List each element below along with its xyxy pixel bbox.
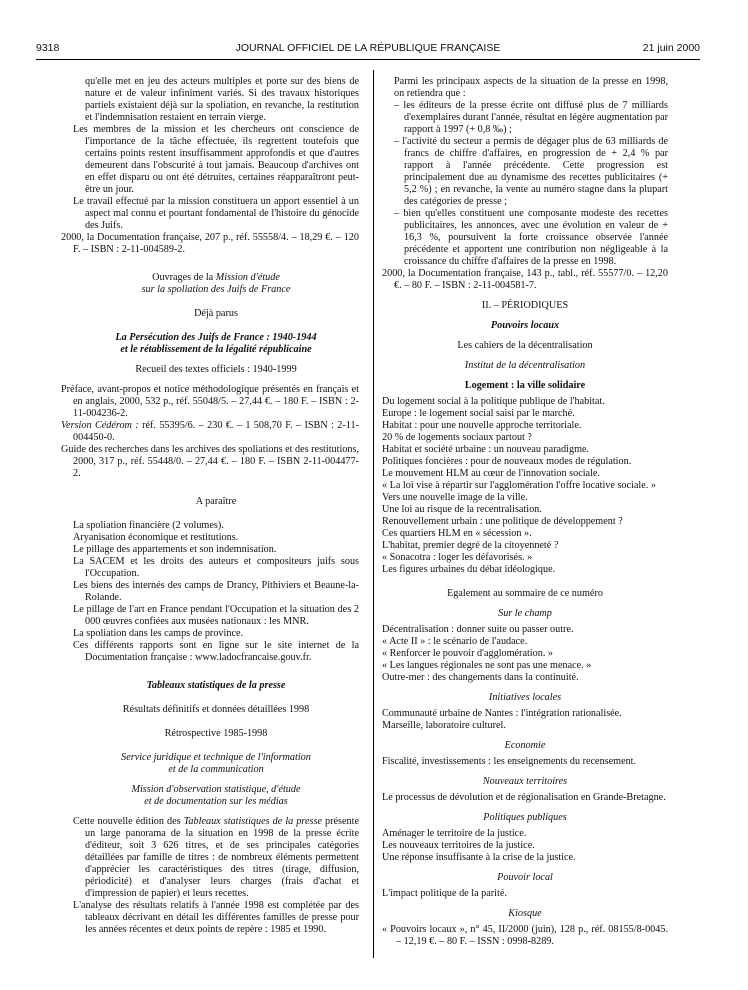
issue-date: 21 juin 2000 <box>642 42 700 54</box>
book-title: et le rétablissement de la légalité républicaine <box>120 344 312 355</box>
paragraph: Les membres de la mission et les chercheurs ont conscience de l'importance de la tâche effectuée, ils regrettent toutefois que certains points restent insuffisamment approfondis et que d'autres demeurent dans l'obscurité à tout jamais. Beaucoup d'archives ont en effet disparu ou ont été détruites, certaines réapparaîtront peut-être un jour. <box>73 124 359 195</box>
publisher: Service juridique et technique de l'information <box>121 752 311 763</box>
list-item: Habitat : pour une nouvelle approche territoriale. <box>382 420 582 431</box>
list-item: « Les langues régionales ne sont pas une menace. » <box>382 660 592 671</box>
list-item: – les éditeurs de la presse écrite ont diffusé plus de 7 milliards d'exemplaires durant l'année, résultat en légère augmentation par rapport à 1997 (+ 0,8 ‰) ; <box>394 100 668 135</box>
list-item: Communauté urbaine de Nantes : l'intégration rationalisée. <box>382 708 622 719</box>
list-item: 20 % de logements sociaux partout ? <box>382 432 532 443</box>
subheading: Les cahiers de la décentralisation <box>457 340 593 351</box>
right-column <box>382 76 668 948</box>
journal-title: JOURNAL OFFICIEL DE LA RÉPUBLIQUE FRANÇAISE <box>235 42 501 54</box>
list-item: – l'activité du secteur a permis de dégager plus de 63 milliards de francs de chiffre d'affaires, en progression de + 2,4 % par rapport à l'année précédente. Cette progression est principalement due au dynamisme des recettes publicitaires (+ 5,2 %) ; en revanche, la vente au numéro stagne dans la plupart des catégories de presse ; <box>394 136 668 207</box>
subheading: Déjà parus <box>194 308 238 319</box>
list-item: Vers une nouvelle image de la ville. <box>382 492 528 503</box>
paragraph: L'analyse des résultats relatifs à l'année 1998 est complétée par des tableaux décrivant en détail les différentes familles de presse pour les années récentes et deux points de repère : 1985 et 1990. <box>73 900 359 935</box>
paragraph: Le travail effectué par la mission constituera un apport essentiel à un aspect mal connu et pourtant fondamental de l'histoire du génocide des Juifs. <box>73 196 359 231</box>
section-heading: Ouvrages de la Mission d'étude <box>152 272 280 283</box>
contents-list <box>382 888 668 900</box>
subheading: Résultats définitifs et données détaillées 1998 <box>122 704 310 715</box>
subheading: Rétrospective 1985-1998 <box>164 728 268 739</box>
reference: 2000, la Documentation française, 143 p., tabl., réf. 55577/0. – 12,20 €. – 80 F. – ISBN : 2-11-004581-7. <box>382 268 668 291</box>
publisher: Institut de la décentralisation <box>464 360 586 371</box>
list-item: Les figures urbaines du débat idéologique. <box>382 564 556 575</box>
paragraph: qu'elle met en jeu des acteurs multiples et porte sur des biens de nature et de valeur infiniment variés. Si des travaux historiques partiels existaient déjà sur la spoliation, en revanche, la restitution et l'indemnisation restaient en terrain vierge. <box>85 76 359 123</box>
contents-list <box>382 624 668 684</box>
paragraph: Ces différents rapports sont en ligne sur le site internet de la Documentation française : www.ladocfrancaise.gouv.fr. <box>73 640 359 663</box>
publisher: et de documentation sur les médias <box>144 796 288 807</box>
rubric-heading: Politiques publiques <box>483 812 567 823</box>
page-header <box>36 40 700 60</box>
reference: Guide des recherches dans les archives des spoliations et des restitutions, 2000, 317 p., réf. 55448/0. – 27,44 €. – 180 F. – ISBN 2-11-004477-2. <box>61 444 359 479</box>
subheading: Recueil des textes officiels : 1940-1999 <box>135 364 297 375</box>
list-item: Le processus de dévolution et de régionalisation en Grande-Bretagne. <box>382 792 666 803</box>
list-item: Du logement social à la politique publique de l'habitat. <box>382 396 605 407</box>
section-heading: sur la spoliation des Juifs de France <box>141 284 291 295</box>
publisher: Mission d'observation statistique, d'étude <box>131 784 301 795</box>
list-item: « Sonacotra : loger les défavorisés. » <box>382 552 533 563</box>
rubric-heading: Kiosque <box>508 908 542 919</box>
list-item: Politiques foncières : pour de nouveaux modes de régulation. <box>382 456 632 467</box>
paragraph: Cette nouvelle édition des Tableaux statistiques de la presse présente un large panorama de la situation en 1998 de la presse écrite d'éditeur, soit 3 626 titres, et de ses principales catégories détaillées par famille de titres : de nombreux éléments permettent d'apprécier les caractéristiques des titres (tirage, diffusion, périodicité) et d'analyser leurs charges (frais d'achat et d'impression de papier) et leurs recettes. <box>73 816 359 899</box>
rubric-heading: Sur le champ <box>498 608 552 619</box>
issue-title: Logement : la ville solidaire <box>464 380 586 391</box>
list-item: Renouvellement urbain : une politique de développement ? <box>382 516 623 527</box>
publisher: et de la communication <box>168 764 264 775</box>
list-item: Les nouveaux territoires de la justice. <box>382 840 535 851</box>
list-item: Les biens des internés des camps de Drancy, Pithiviers et Beaune-la-Rolande. <box>73 580 359 603</box>
list-item: Marseille, laboratoire culturel. <box>382 720 506 731</box>
reference: Préface, avant-propos et notice méthodologique présentés en français et en anglais, 2000, 532 p., réf. 55048/5. – 27,44 €. – 180 F. – ISBN : 2-11-004236-2. <box>61 384 359 419</box>
list-item: Habitat et société urbaine : un nouveau paradigme. <box>382 444 590 455</box>
list-item: L'habitat, premier degré de la citoyenneté ? <box>382 540 559 551</box>
list-item: Une réponse insuffisante à la crise de la justice. <box>382 852 576 863</box>
contents-list <box>382 396 668 576</box>
list-item: La spoliation dans les camps de province. <box>73 628 244 639</box>
reference: « Pouvoirs locaux », n° 45, II/2000 (juin), 128 p., réf. 08155/8-0045. – 12,19 €. – 80 F. – ISSN : 0998-8289. <box>382 924 668 947</box>
rubric-heading: Nouveaux territoires <box>482 776 568 787</box>
forthcoming-list <box>73 520 359 640</box>
list-item: Décentralisation : donner suite ou passer outre. <box>382 624 574 635</box>
column-divider <box>373 70 374 958</box>
book-title: Tableaux statistiques de la presse <box>146 680 286 691</box>
rubric-heading: Initiatives locales <box>488 692 562 703</box>
page-number: 9318 <box>36 42 60 54</box>
list-item: « Renforcer le pouvoir d'agglomération. » <box>382 648 554 659</box>
reference: 2000, la Documentation française, 207 p., réf. 55558/4. – 18,29 €. – 120 F. – ISBN : 2-11-004589-2. <box>61 232 359 255</box>
contents-list <box>382 756 668 768</box>
subheading: Egalement au sommaire de ce numéro <box>447 588 603 599</box>
list-item: Europe : le logement social saisi par le marché. <box>382 408 575 419</box>
list-item: La spoliation financière (2 volumes). <box>73 520 224 531</box>
list-item: Fiscalité, investissements : les enseignements du recensement. <box>382 756 637 767</box>
list-item: « Acte II » : le scénario de l'audace. <box>382 636 528 647</box>
periodical-title: Pouvoirs locaux <box>490 320 560 331</box>
paragraph: Parmi les principaux aspects de la situation de la presse en 1998, on retiendra que : <box>394 76 668 99</box>
list-item: Le mouvement HLM au cœur de l'innovation sociale. <box>382 468 600 479</box>
list-item: Outre-mer : des changements dans la continuité. <box>382 672 579 683</box>
subheading: A paraître <box>195 496 237 507</box>
list-item: Le pillage des appartements et son indemnisation. <box>73 544 277 555</box>
left-column <box>61 76 359 936</box>
list-item: La SACEM et les droits des auteurs et compositeurs juifs sous l'Occupation. <box>73 556 359 579</box>
book-title: La Persécution des Juifs de France : 1940-1944 <box>115 332 317 343</box>
list-item: – bien qu'elles constituent une composante modeste des recettes publicitaires, les annonces, avec une évolution en valeur de + 16,3 %, poursuivent la forte croissance observée l'année précédente et apportent une contribution non négligeable à la croissance du chiffre d'affaires de la presse en 1998. <box>394 208 668 267</box>
contents-list <box>382 708 668 732</box>
contents-list <box>382 792 668 804</box>
reference: Version Cédérom : réf. 55395/6. – 230 €. – 1 508,70 F. – ISBN : 2-11-004450-0. <box>61 420 359 443</box>
contents-list <box>382 828 668 864</box>
section-heading: II. – PÉRIODIQUES <box>481 300 569 311</box>
rubric-heading: Pouvoir local <box>497 872 553 883</box>
list-item: Aménager le territoire de la justice. <box>382 828 527 839</box>
rubric-heading: Economie <box>504 740 546 751</box>
list-item: Le pillage de l'art en France pendant l'Occupation et la situation des 2 000 œuvres confiées aux musées nationaux : les MNR. <box>73 604 359 627</box>
list-item: Une loi au risque de la recentralisation. <box>382 504 542 515</box>
list-item: Ces quartiers HLM en « sécession ». <box>382 528 532 539</box>
list-item: L'impact politique de la parité. <box>382 888 507 899</box>
list-item: « La loi vise à répartir sur l'agglomération l'offre locative sociale. » <box>382 480 656 491</box>
list-item: Aryanisation économique et restitutions. <box>73 532 239 543</box>
